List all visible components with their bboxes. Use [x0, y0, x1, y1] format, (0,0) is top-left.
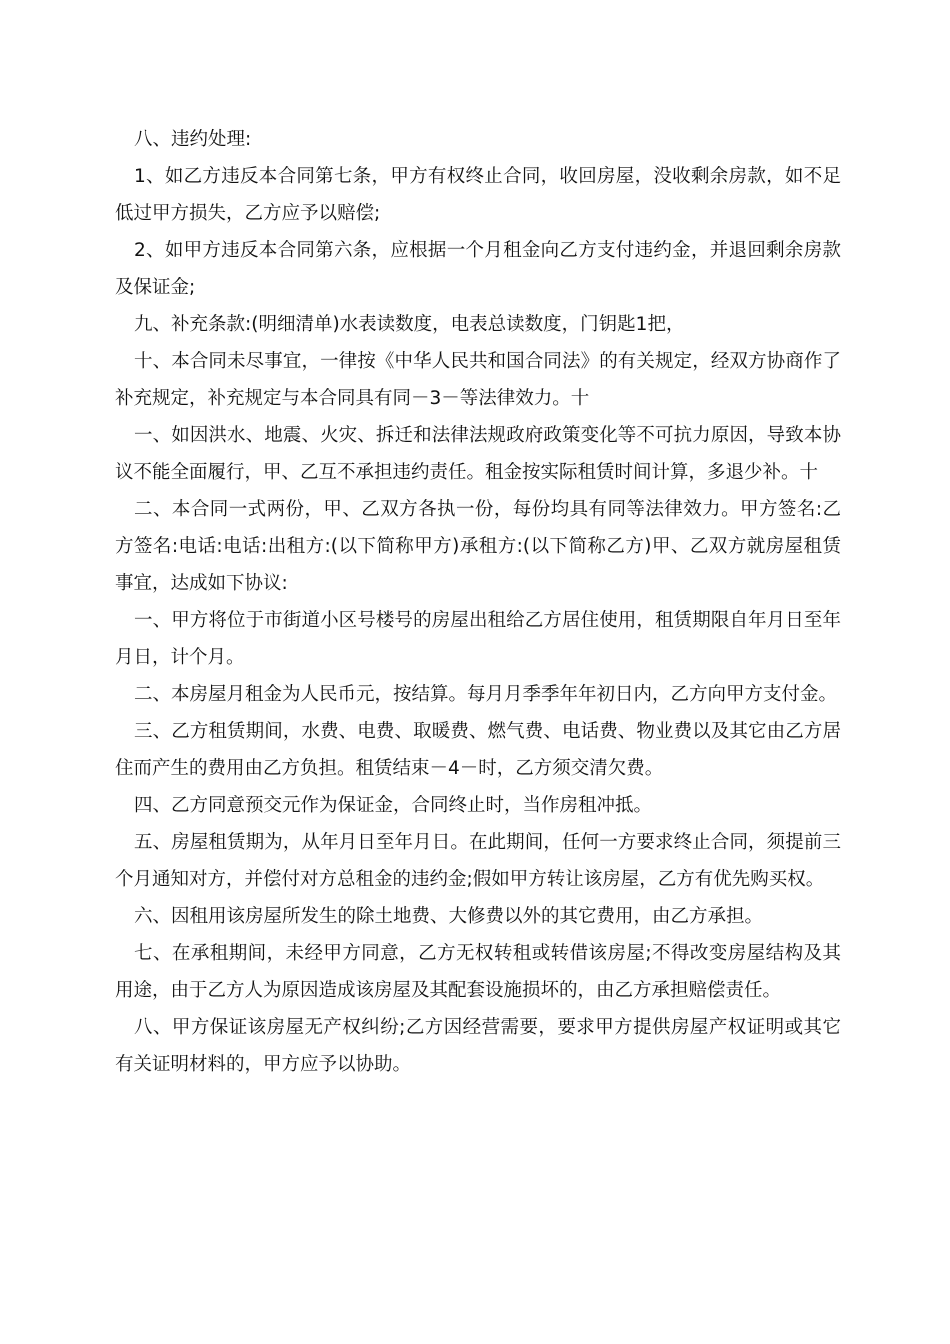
document-body	[115, 121, 841, 1083]
paragraph-breach-item-1: 1、如乙方违反本合同第七条，甲方有权终止合同，收回房屋，没收剩余房款，如不足低过甲方损失，乙方应予以赔偿;	[115, 166, 841, 224]
paragraph-breach-heading: 八、违约处理:	[134, 129, 252, 150]
paragraph-clause-11: 一、如因洪水、地震、火灾、拆迁和法律法规政府政策变化等不可抗力原因，导致本协议不能全面履行，甲、乙互不承担违约责任。租金按实际租赁时间计算，多退少补。十	[115, 425, 841, 483]
paragraph-lease-item-1: 一、甲方将位于市街道小区号楼号的房屋出租给乙方居住使用，租赁期限自年月日至年月日，计个月。	[115, 610, 841, 668]
paragraph-lease-item-8: 八、甲方保证该房屋无产权纠纷;乙方因经营需要，要求甲方提供房屋产权证明或其它有关证明材料的，甲方应予以协助。	[115, 1017, 841, 1075]
paragraph-clause-10: 十、本合同未尽事宜，一律按《中华人民共和国合同法》的有关规定，经双方协商作了补充规定，补充规定与本合同具有同－3－等法律效力。十	[115, 351, 841, 409]
paragraph-lease-item-7: 七、在承租期间，未经甲方同意，乙方无权转租或转借该房屋;不得改变房屋结构及其用途，由于乙方人为原因造成该房屋及其配套设施损坏的，由乙方承担赔偿责任。	[115, 943, 841, 1001]
paragraph-lease-item-6: 六、因租用该房屋所发生的除土地费、大修费以外的其它费用，由乙方承担。	[134, 906, 764, 927]
paragraph-lease-item-2: 二、本房屋月租金为人民币元，按结算。每月月季季年年初日内，乙方向甲方支付金。	[134, 684, 838, 705]
paragraph-lease-item-3: 三、乙方租赁期间，水费、电费、取暖费、燃气费、电话费、物业费以及其它由乙方居住而产生的费用由乙方负担。租赁结束－4－时，乙方须交清欠费。	[115, 721, 841, 779]
paragraph-clause-12: 二、本合同一式两份，甲、乙双方各执一份，每份均具有同等法律效力。甲方签名:乙方签名:电话:电话:出租方:(以下简称甲方)承租方:(以下简称乙方)甲、乙双方就房屋租赁事宜，达成如下协议:	[115, 499, 841, 594]
paragraph-breach-item-2: 2、如甲方违反本合同第六条，应根据一个月租金向乙方支付违约金，并退回剩余房款及保证金;	[115, 240, 841, 298]
paragraph-supplementary-terms: 九、补充条款:(明细清单)水表读数度，电表总读数度，门钥匙1把，	[134, 314, 685, 335]
paragraph-lease-item-4: 四、乙方同意预交元作为保证金，合同终止时，当作房租冲抵。	[134, 795, 653, 816]
paragraph-lease-item-5: 五、房屋租赁期为，从年月日至年月日。在此期间，任何一方要求终止合同，须提前三个月通知对方，并偿付对方总租金的违约金;假如甲方转让该房屋，乙方有优先购买权。	[115, 832, 841, 890]
